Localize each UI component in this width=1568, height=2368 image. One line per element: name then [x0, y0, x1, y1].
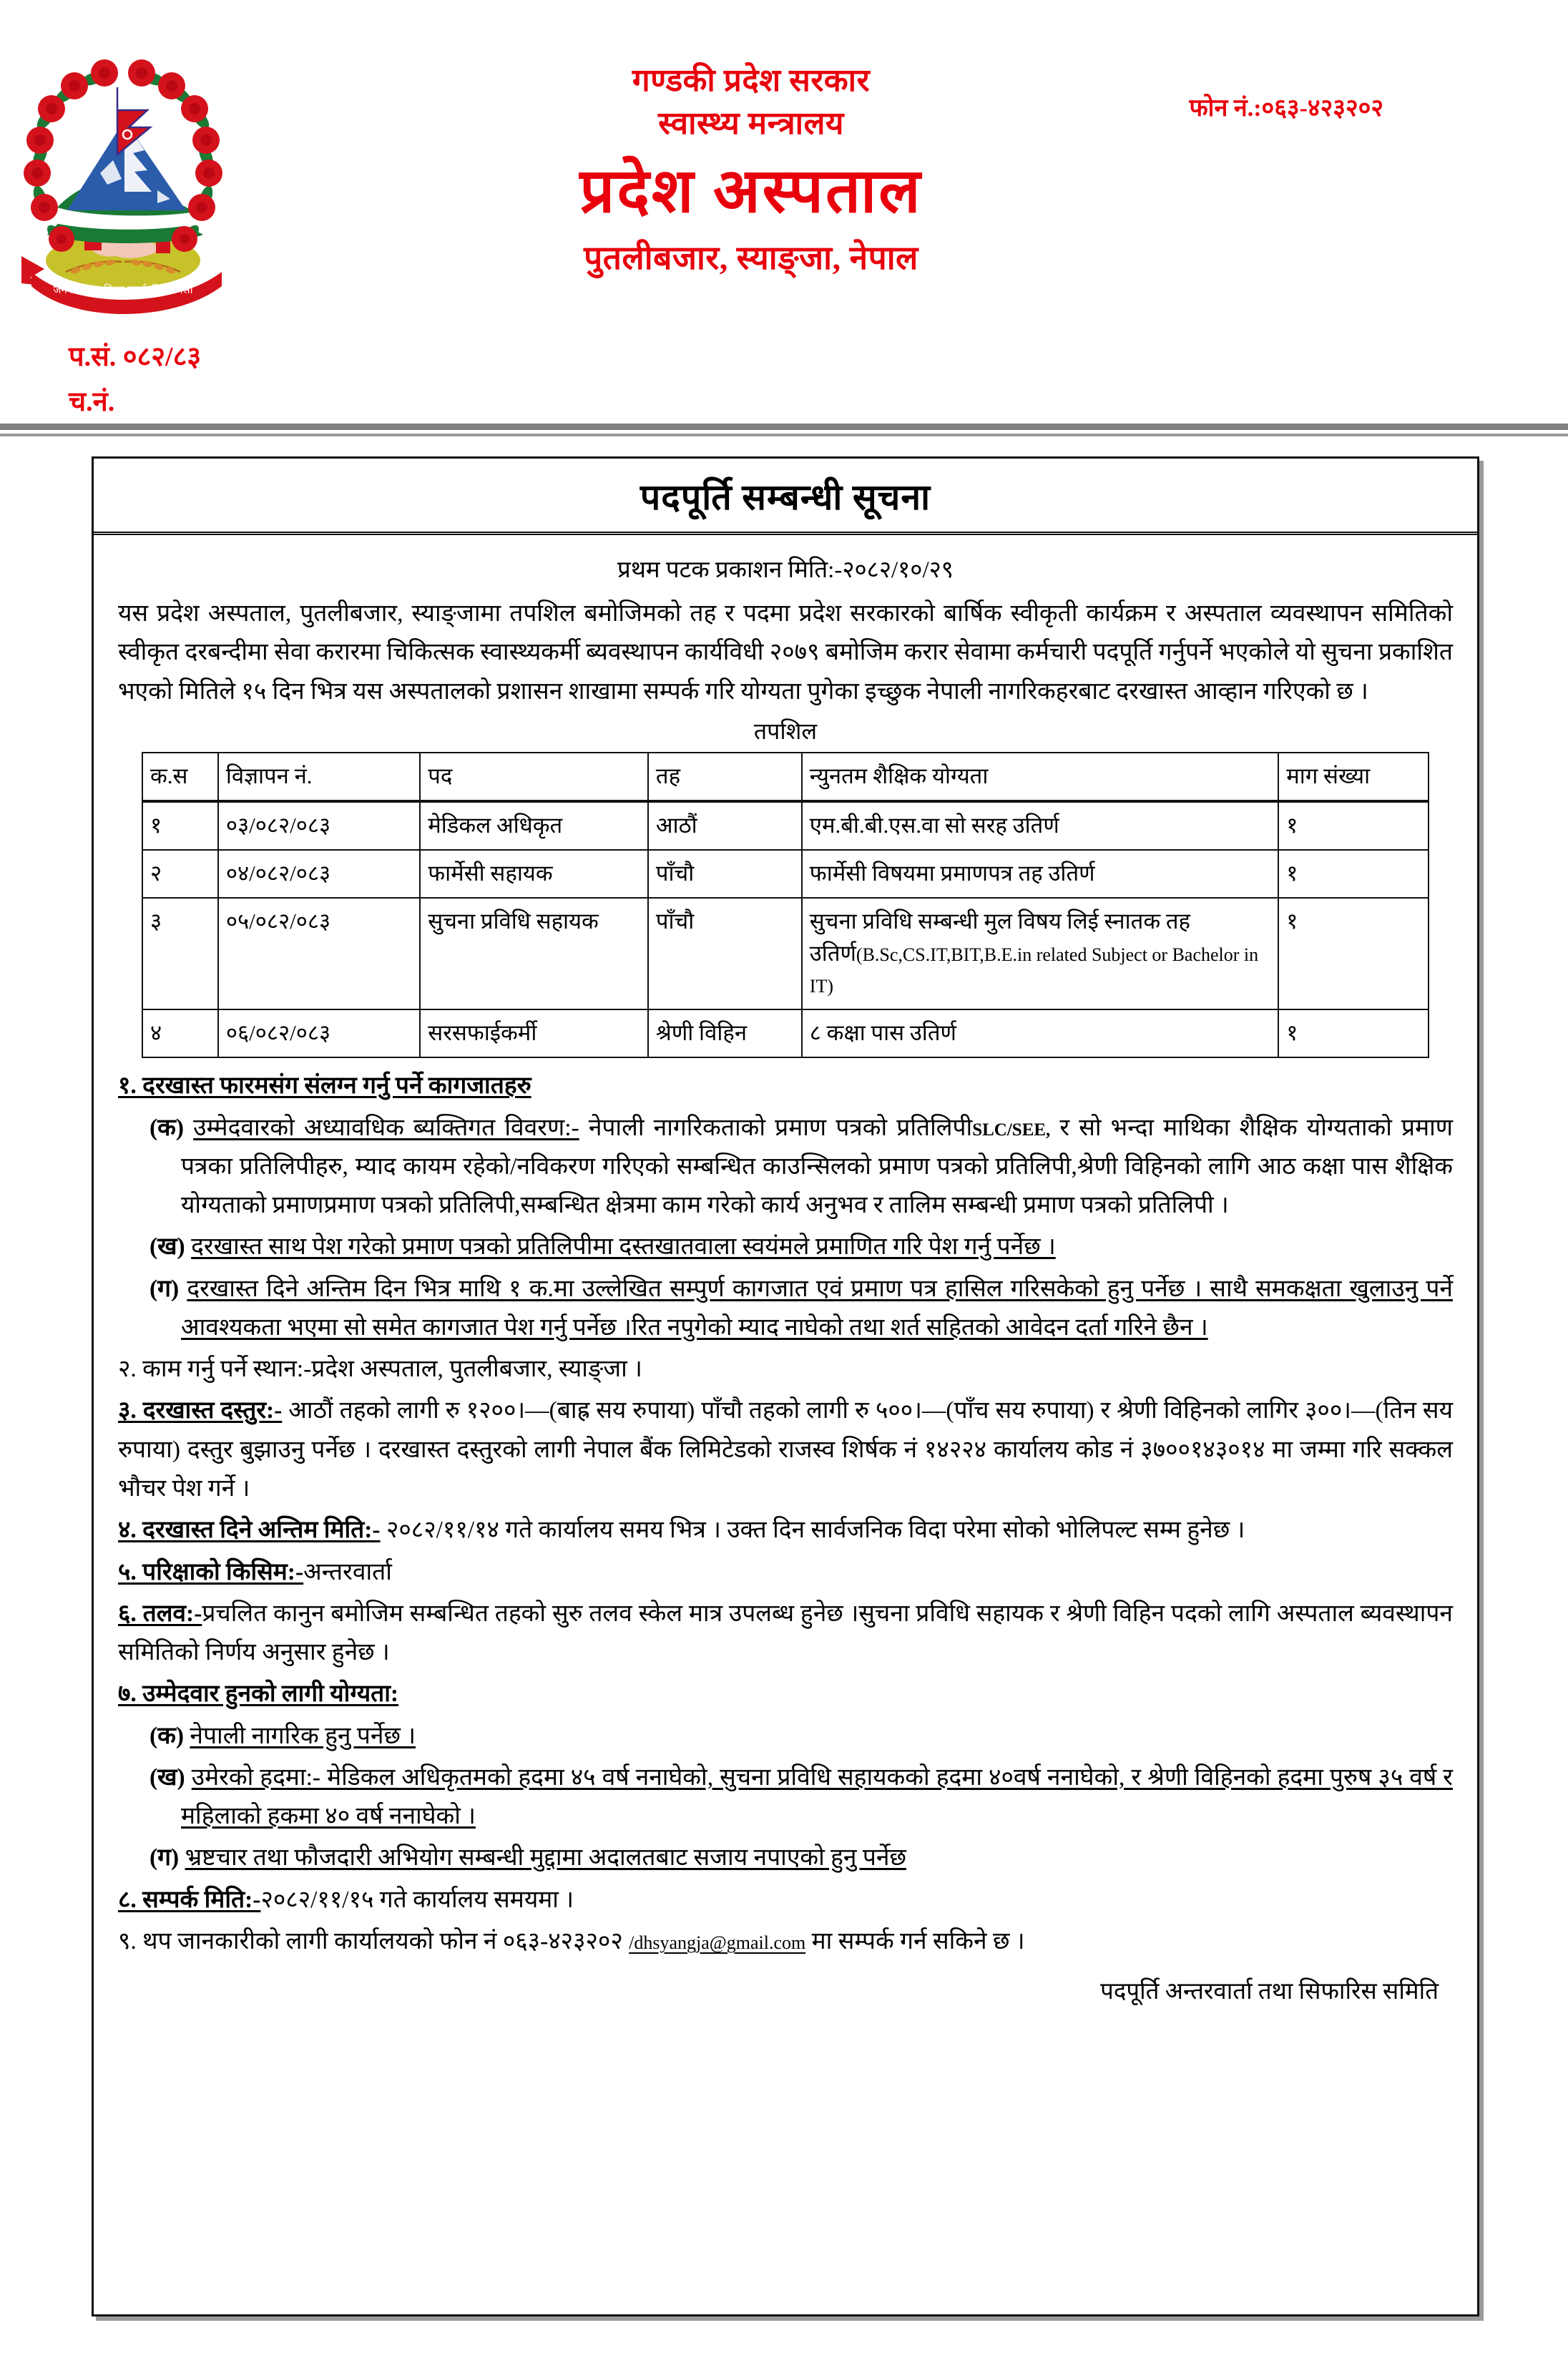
qualification-np: एम.बी.बी.एस.वा सो सरह उतिर्ण — [809, 812, 1059, 838]
clause-1a-marker: (क) — [150, 1114, 185, 1141]
clause-7b — [150, 1758, 1453, 1836]
vacancy-table-head — [142, 753, 1429, 801]
clause-2-workplace: २. काम गर्नु पर्ने स्थान:-प्रदेश अस्पताल, पुतलीबजार, स्याङ्जा । — [118, 1356, 642, 1383]
table-row — [142, 1009, 1429, 1057]
clause-4-text: २०८२/११/१४ गते कार्यालय समय भित्र । उक्त दिन सार्वजनिक विदा परेमा सोको भोलिपल्ट सम्म हुनेछ । — [380, 1517, 1245, 1544]
intro-paragraph: यस प्रदेश अस्पताल, पुतलीबजार, स्याङ्जामा तपशिल बमोजिमको तह र पदमा प्रदेश सरकारको बार्षिक स्वीकृती कार्यक्रम र अस्पताल व्यवस्थापन समितिको स्वीकृत दरबन्दीमा सेवा करारमा चिकित्सक स्वास्थ्यकर्मी ब्यवस्थापन कार्यविधी २०७९ बमोजिम करार सेवामा कर्मचारी पदपूर्ति गर्नुपर्ने भएकोले यो सुचना प्रकाशित भएको मितिले १५ दिन भित्र यस अस्पतालको प्रशासन शाखामा सम्पर्क गरि योग्यता पुगेका इच्छुक नेपाली नागरिकहरबाट दरखास्त आव्हान गरिएको छ । — [118, 600, 1453, 705]
cell-count: १ — [1278, 898, 1429, 1010]
clause-1b-marker: (ख) — [150, 1233, 185, 1261]
cell-advert-no: ०४/०८२/०८३ — [218, 850, 420, 898]
notice-content-box — [92, 456, 1479, 2316]
clause-7a-marker: (क) — [150, 1722, 185, 1749]
clause-1c-text: दरखास्त दिने अन्तिम दिन भित्र माथि १ क.मा उल्लेखित सम्पुर्ण कागजात एवं प्रमाण पत्र हासिल गरिसकेको हुनु पर्नेछ । साथै समकक्षता खुलाउनु पर्ने आवश्यकता भएमा सो समेत कागजात पेश गर्नु पर्नेछ ।रित नपुगेको म्याद नाघेको तथा शर्त सहितको आवेदन दर्ता गरिने छैन । — [181, 1275, 1453, 1341]
clause-8-text: २०८२/११/१५ गते कार्यालय समयमा । — [260, 1886, 574, 1913]
header-phone-number: फोन नं.:०६३-४२३२०२ — [1189, 95, 1383, 122]
cell-count: १ — [1278, 850, 1429, 898]
th-qualification: न्युनतम शैक्षिक योग्यता — [802, 753, 1278, 801]
contact-email-link[interactable]: /dhsyangja@gmail.com — [629, 1932, 806, 1953]
vacancy-table — [142, 752, 1429, 1059]
clause-6-salary — [118, 1595, 1453, 1673]
clause-8-contact-date — [118, 1881, 1453, 1919]
clause-3-label: ३. दरखास्त दस्तुर:- — [118, 1397, 283, 1424]
clause-9-text-1: ९. थप जानकारीको लागी कार्यालयको फोन नं ०६३-४२३२०२ — [118, 1927, 629, 1954]
cell-serial: २ — [142, 850, 218, 898]
clause-6-text: प्रचलित कानुन बमोजिम सम्बन्धित तहको सुरु तलव स्केल मात्र उपलब्ध हुनेछ ।सुचना प्रविधि सहायक र श्रेणी विहिन पदको लागि अस्पताल ब्यवस्थापन समितिको निर्णय अनुसार हुनेछ । — [118, 1600, 1453, 1666]
table-row — [142, 850, 1429, 898]
clause-9-text-2: मा सम्पर्क गर्न सकिने छ । — [805, 1927, 1025, 1954]
cell-advert-no: ०५/०८२/०८३ — [218, 898, 420, 1010]
cell-post: मेडिकल अधिकृत — [420, 801, 648, 850]
clause-8-label: ८. सम्पर्क मिति:- — [118, 1886, 261, 1913]
cell-qualification — [802, 801, 1278, 850]
schedule-label: तपशिल — [753, 718, 818, 744]
clause-5-exam-type — [118, 1553, 1453, 1592]
table-row — [142, 801, 1429, 850]
clause-4-deadline — [118, 1511, 1453, 1550]
clause-7c — [150, 1839, 1453, 1877]
clause-1a-underlined: उम्मेदवारको अध्यावधिक ब्यक्तिगत विवरण:- — [193, 1114, 579, 1141]
cell-post: फार्मेसी सहायक — [420, 850, 648, 898]
clause-5-label: ५. परिक्षाको किसिम:- — [118, 1558, 304, 1585]
clause-7b-text: मेडिकल अधिकृतमको हदमा ४५ वर्ष ननाघेको, सुचना प्रविधि सहायकको हदमा ४०वर्ष ननाघेको, र श्रेणी विहिनको हदमा पुरुष ३५ वर्ष र महिलाको हकमा ४० वर्ष ननाघेको । — [181, 1763, 1454, 1830]
cell-qualification — [802, 898, 1278, 1010]
notice-body — [94, 535, 1477, 2006]
qualification-np: ८ कक्षा पास उतिर्ण — [809, 1020, 956, 1046]
clause-7a-text: नेपाली नागरिक हुनु पर्नेछ । — [190, 1722, 416, 1749]
clause-1c-marker: (ग) — [150, 1275, 180, 1302]
org-ministry-line: स्वास्थ्य मन्त्रालय — [658, 105, 844, 141]
th-advert-no: विज्ञापन नं. — [218, 753, 420, 801]
cell-qualification — [802, 1009, 1278, 1057]
clause-1b-text: दरखास्त साथ पेश गरेको प्रमाण पत्रको प्रतिलिपीमा दस्तखातवाला स्वयंमले प्रमाणित गरि पेश गर्नु पर्नेछ । — [191, 1233, 1056, 1261]
cell-post: सुचना प्रविधि सहायक — [420, 898, 648, 1010]
cell-count: १ — [1278, 801, 1429, 850]
cell-serial: ३ — [142, 898, 218, 1010]
signoff-committee: पदपूर्ति अन्तरवार्ता तथा सिफारिस समिति — [1100, 1979, 1439, 2005]
nepal-coat-of-arms-emblem — [16, 20, 230, 321]
cell-level: आठौं — [648, 801, 802, 850]
cell-advert-no: ०६/०८२/०८३ — [218, 1009, 420, 1057]
emblem-motto-text: जननी जन्मभूमिश्च स्वर्गादपि गरीयसी — [53, 285, 193, 296]
notice-title-band — [94, 459, 1477, 535]
clause-7c-marker: (ग) — [150, 1844, 180, 1872]
clause-3-fee — [118, 1391, 1453, 1508]
clause-1c — [150, 1270, 1453, 1348]
vacancy-table-body — [142, 801, 1429, 1058]
qualification-np: सुचना प्रविधि सम्बन्धी मुल विषय लिई स्नातक तह उतिर्ण — [809, 908, 1191, 966]
qualification-en: (B.Sc,CS.IT,BIT,B.E.in related Subject or Bachelor in IT) — [809, 944, 1259, 997]
cell-count: १ — [1278, 1009, 1429, 1057]
table-row — [142, 898, 1429, 1010]
clause-7a — [150, 1717, 1453, 1756]
th-serial: क.स — [142, 753, 218, 801]
cell-level: पाँचौ — [648, 850, 802, 898]
clause-5-text: अन्तरवार्ता — [303, 1558, 392, 1585]
th-level: तह — [648, 753, 802, 801]
clause-7b-underlined: उमेरको हदमा:- — [191, 1763, 321, 1791]
org-government-line: गण्डकी प्रदेश सरकार — [632, 63, 871, 98]
file-number: प.सं. ०८२/८३ — [69, 342, 202, 372]
clause-1a — [150, 1109, 1453, 1225]
cell-post: सरसफाईकर्मी — [420, 1009, 648, 1057]
clause-3-text: आठौं तहको लागी रु १२००।—(बाह्र सय रुपाया) पाँचौ तहको लागी रु ५००।—(पाँच सय रुपाया) र श्रेणी विहिनको लागिर ३००।—(तिन सय रुपाया) दस्तुर बुझाउनु पर्नेछ । दरखास्त दस्तुरको लागी नेपाल बैंक लिमिटेडको राजस्व शिर्षक नं १४२२४ कार्यालय कोड नं ३७००१४३०१४ मा जम्मा गरि सक्कल भौचर पेश गर्ने । — [118, 1397, 1453, 1502]
cell-advert-no: ०३/०८२/०८३ — [218, 801, 420, 850]
clause-1b — [150, 1228, 1453, 1266]
clause-1a-text-1: नेपाली नागरिकताको प्रमाण पत्रको प्रतिलिपी — [579, 1114, 973, 1141]
th-post: पद — [420, 753, 648, 801]
org-hospital-name: प्रदेश अस्पताल — [579, 157, 923, 226]
reference-numbers — [69, 335, 201, 424]
cell-qualification — [802, 850, 1278, 898]
clause-9-more-info — [118, 1922, 1453, 1961]
organization-header — [444, 62, 1059, 278]
clause-7b-marker: (ख) — [150, 1763, 185, 1791]
clause-4-label: ४. दरखास्त दिने अन्तिम मिति:- — [118, 1517, 381, 1544]
th-count: माग संख्या — [1278, 753, 1429, 801]
table-header-row — [142, 753, 1429, 801]
cell-level: पाँचौ — [648, 898, 802, 1010]
org-address: पुतलीबजार, स्याङ्जा, नेपाल — [584, 239, 918, 276]
cell-level: श्रेणी विहिन — [648, 1009, 802, 1057]
dispatch-number: च.नं. — [69, 386, 115, 417]
letterhead — [0, 0, 1568, 438]
clause-1a-slc-see: SLC/SEE, — [972, 1120, 1051, 1140]
clause-7c-text: भ्रष्टचार तथा फौजदारी अभियोग सम्बन्धी मुद्दामा अदालतबाट सजाय नपाएको हुनु पर्नेछ — [185, 1844, 906, 1872]
qualification-np: फार्मेसी विषयमा प्रमाणपत्र तह उतिर्ण — [809, 860, 1095, 886]
notice-title: पदपूर्ति सम्बन्धी सूचना — [640, 477, 931, 517]
header-divider-rule — [0, 424, 1568, 436]
clause-1a-text-2: र सो भन्दा माथिका शैक्षिक योग्यताको प्रमाण पत्रका प्रतिलिपीहरु, म्याद कायम रहेको/नविकरण गरिएको सम्बन्धित काउन्सिलको प्रमाण पत्रको प्रतिलिपी,श्रेणी विहिनको लागि आठ कक्षा पास शैक्षिक योग्यताको प्रमाणप्रमाण पत्रको प्रतिलिपी,सम्बन्धित क्षेत्रमा काम गरेको कार्य अनुभव र तालिम सम्बन्धी प्रमाण पत्रको प्रतिलिपी । — [181, 1114, 1454, 1219]
cell-serial: ४ — [142, 1009, 218, 1057]
clause-6-label: ६. तलव:- — [118, 1600, 202, 1627]
publication-date: प्रथम पटक प्रकाशन मिति:-२०८२/१०/२९ — [617, 557, 954, 583]
clause-7-heading: ७. उम्मेदवार हुनको लागी योग्यता: — [118, 1680, 399, 1708]
clause-1-heading: १. दरखास्त फारमसंग संलग्न गर्नु पर्ने कागजातहरु — [118, 1072, 531, 1100]
cell-serial: १ — [142, 801, 218, 850]
